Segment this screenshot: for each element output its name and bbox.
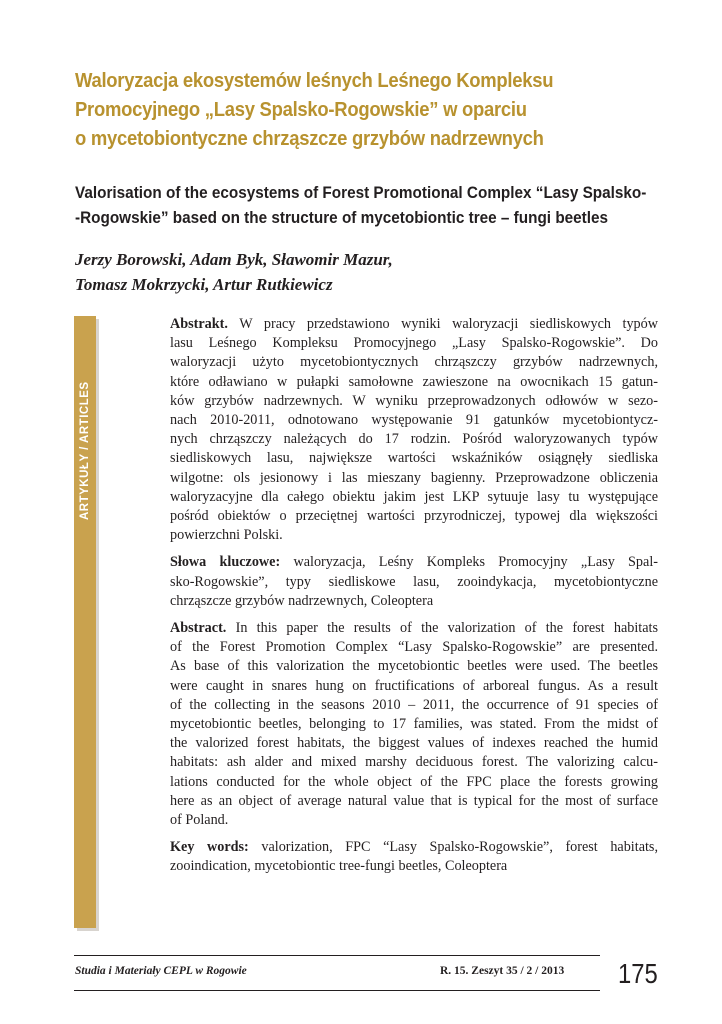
issue-info: R. 15. Zeszyt 35 / 2 / 2013 [440,965,565,977]
abstract-line: As base of this valorization the mycetobiontic beetles were used. The beetles [170,658,658,675]
abstrakt-line: ków grzybów nadrzewnych. W wyniku przeprowadzonych odłowów w sezo- [170,392,658,409]
authors-line: Tomasz Mokrzycki, Artur Rutkiewicz [75,275,333,294]
article-title-polish [75,66,615,153]
abstrakt-line: nach 2010-2011, odnotowano występowanie 91 gatunków mycetobiontycz- [170,412,658,429]
abstract-line: here as an object of average natural value that is typical for the most of surface [170,792,658,809]
abstrakt-line: powierzchni Polski. [170,527,283,544]
footer-top-rule [74,955,600,956]
abstract-paragraph [170,619,658,830]
slowa-kluczowe-line: chrząszcze grzybów nadrzewnych, Coleoptera [170,592,434,609]
authors-line: Jerzy Borowski, Adam Byk, Sławomir Mazur, [75,250,393,269]
abstrakt-line: lasu Leśnego Kompleksu Promocyjnego „Lasy Spalsko-Rogowskie”. Do [170,335,658,352]
subtitle-line: Valorisation of the ecosystems of Forest Promotional Complex “Lasy Spalsko- [75,183,647,202]
slowa-kluczowe-heading: Słowa kluczowe: [170,554,281,571]
section-label: ARTYKUŁY / ARTICLES [79,381,91,520]
abstrakt-line: wilgotne: ols jesionowy i las mieszany bagienny. Przeprowadzone obliczenia [170,469,658,486]
key-words-heading: Key words: [170,839,249,856]
abstrakt-line: pośród obiektów o przeciętnej wartości przyrodniczej, typowej dla większości [170,508,658,525]
title-line: Promocyjnego „Lasy Spalsko-Rogowskie” w oparciu [75,98,527,121]
abstract-line: habitats: ash alder and mixed marshy deciduous forest. The valorizing calcu- [170,754,658,771]
abstract-line: mycetobiontic beetles, belonging to 17 families, was stated. From the midst of [170,716,658,733]
page-number: 175 [618,958,658,989]
abstrakt-line: waloryzacji użyto mycetobiontycznych chrząszczy grzybów nadrzewnych, [170,354,658,371]
abstrakt-line: waloryzacyjne dla całego obiektu jakim jest LKP sytuuje lasy tu występujące [170,488,658,505]
key-words-line: Key words: valorization, FPC “Lasy Spalsko-Rogowskie”, forest habitats, [170,839,658,856]
abstract-heading: Abstract. [170,620,227,637]
abstract-line: of Poland. [170,812,229,829]
journal-name: Studia i Materiały CEPL w Rogowie [75,965,247,977]
slowa-kluczowe-paragraph [170,553,658,611]
abstract-line: of the collecting in the seasons 2010 – 2011, the occurrence of 91 species of [170,696,658,713]
slowa-kluczowe-line: Słowa kluczowe: waloryzacja, Leśny Kompleks Promocyjny „Lasy Spal- [170,554,658,571]
title-line: Waloryzacja ekosystemów leśnych Leśnego Kompleksu [75,69,554,92]
slowa-kluczowe-line: sko-Rogowskie”, typy siedliskowe lasu, zooindykacja, mycetobiontyczne [170,573,658,590]
key-words-line: zooindication, mycetobiontic tree-fungi beetles, Coleoptera [170,858,508,875]
title-line: o mycetobiontyczne chrząszcze grzybów nadrzewnych [75,127,544,150]
abstract-line: lations conducted for the whole object of the FPC place the forests growing [170,773,658,790]
abstrakt-line: siedliskowych lasu, największe wartości wskaźników osiągnęły siedliska [170,450,658,467]
abstrakt-line: Abstrakt. W pracy przedstawiono wyniki waloryzacji siedliskowych typów [170,316,658,332]
abstract-line: Abstract. In this paper the results of the valorization of the forest habitats [170,620,658,637]
abstract-block [170,315,658,885]
abstract-line: were caught in snares hung on fructifications of arboreal fungus. As a result [170,677,658,694]
authors [75,247,393,297]
footer-bottom-rule [74,990,600,991]
abstract-line: of the Forest Promotion Complex “Lasy Spalsko-Rogowskie” are presented. [170,639,658,656]
abstrakt-line: które odławiano w pułapki samołowne zawieszone na owocnikach 15 gatun- [170,373,658,390]
article-title-english [75,180,651,230]
key-words-paragraph [170,838,658,876]
subtitle-line: -Rogowskie” based on the structure of mycetobiontic tree – fungi beetles [75,208,609,227]
abstrakt-heading: Abstrakt. [170,316,228,332]
abstract-line: the valorized forest habitats, the biggest values of indexes reached the humid [170,735,658,752]
abstrakt-line: nych chrząszczy należących do 17 rodzin. Pośród waloryzowanych typów [170,431,658,448]
abstrakt-paragraph [170,315,658,545]
